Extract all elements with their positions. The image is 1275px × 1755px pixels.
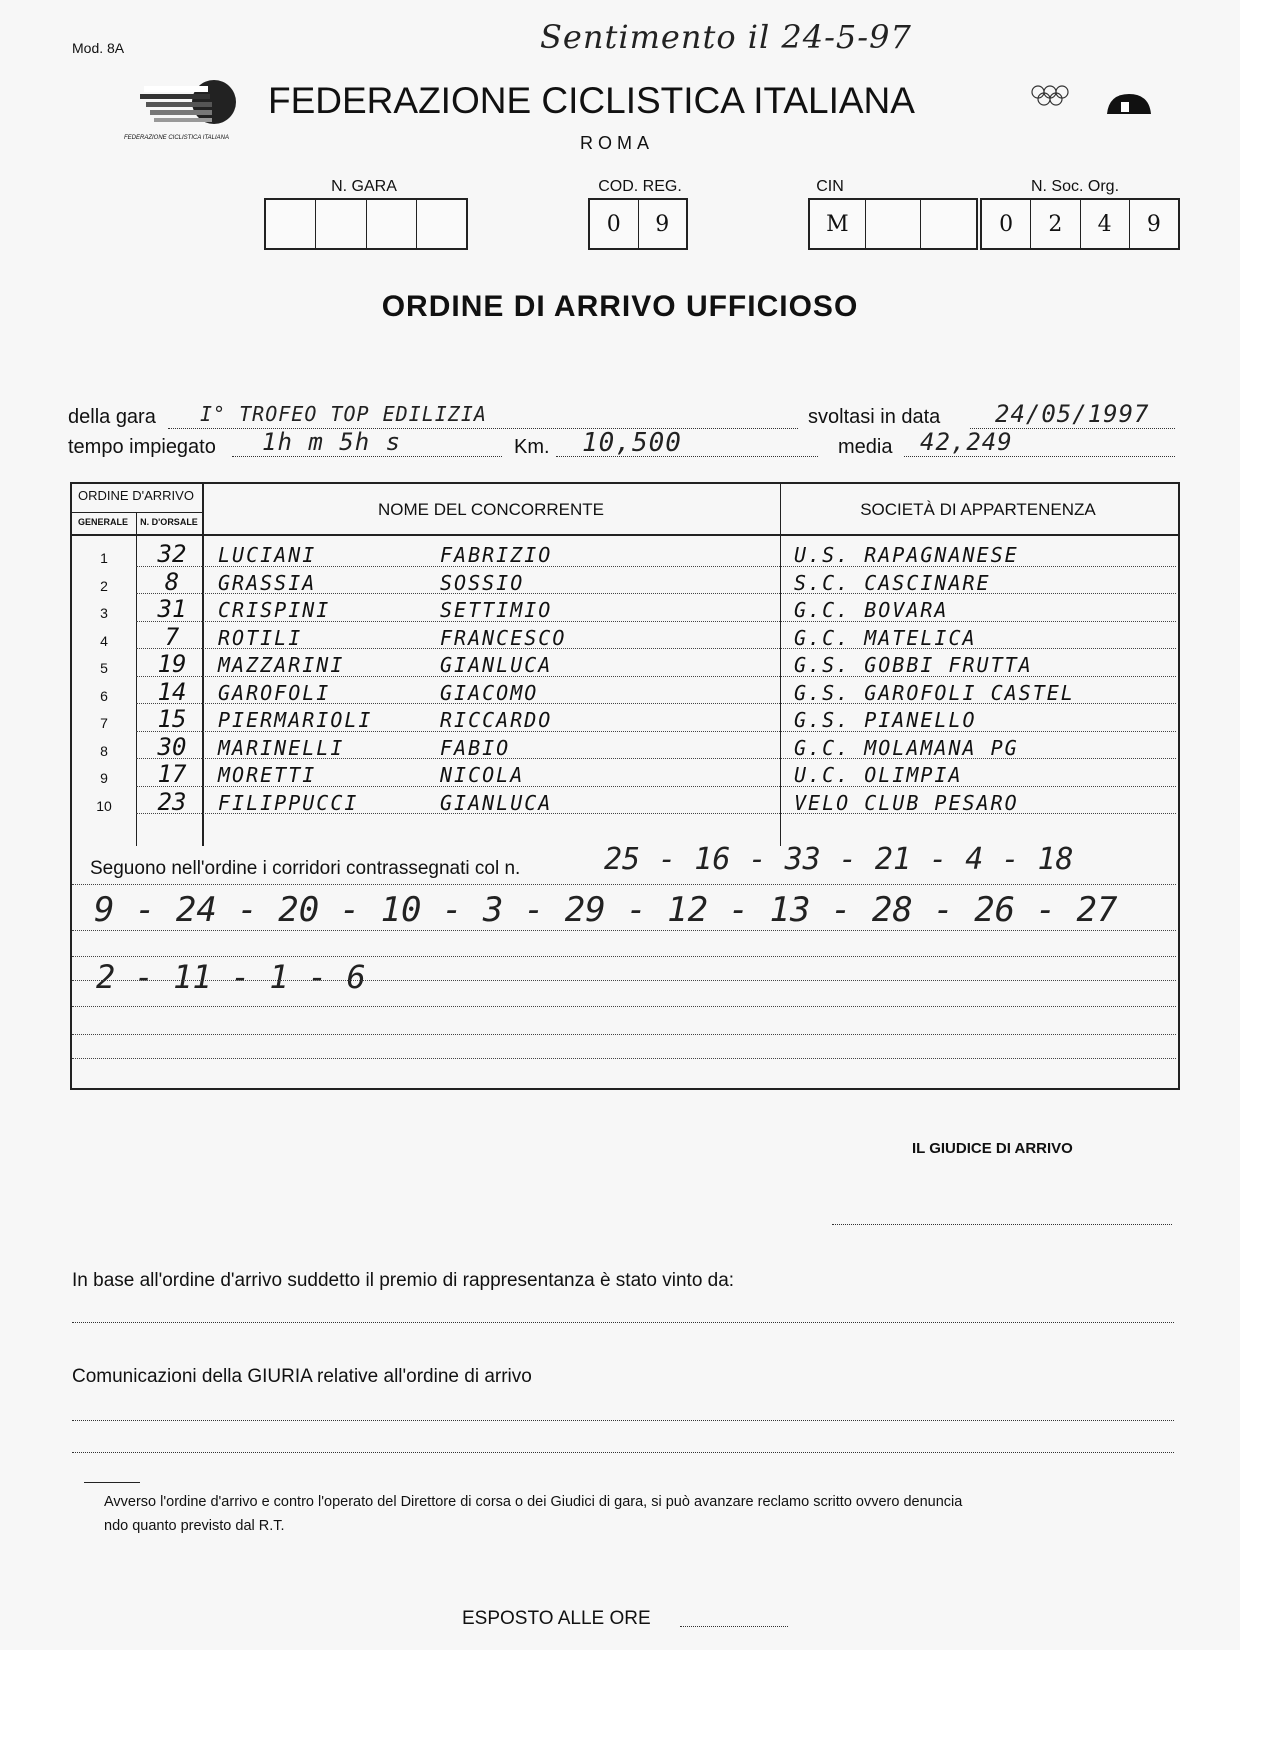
following-line3: 2 - 11 - 1 - 6: [96, 958, 366, 996]
follow-line: [72, 1006, 1176, 1007]
cin-value: M: [810, 200, 866, 248]
following-line2: 9 - 24 - 20 - 10 - 3 - 29 - 12 - 13 - 28 - 26 - 27: [94, 890, 1118, 930]
row-firstname: NICOLA: [440, 763, 525, 787]
subheader-line: [70, 512, 202, 513]
km-value: 10,500: [582, 428, 682, 458]
row-team: U.S. RAPAGNANESE: [794, 543, 1019, 567]
follow-line: [72, 956, 1176, 957]
row-bib: 7: [164, 622, 180, 651]
socorg-label: N. Soc. Org.: [1030, 178, 1120, 195]
row-position: 5: [100, 660, 108, 676]
header-separator: [70, 534, 1178, 536]
col-divider: [136, 512, 137, 846]
socorg-digit: 9: [1146, 211, 1161, 237]
esposto-line: [680, 1626, 788, 1627]
logo-caption: FEDERAZIONE CICLISTICA ITALIANA: [124, 135, 230, 141]
row-team: G.S. GOBBI FRUTTA: [794, 653, 1033, 677]
header-societa: SOCIETÀ DI APPARTENENZA: [860, 500, 1096, 519]
giuria-line: [72, 1452, 1174, 1453]
row-firstname: GIANLUCA: [440, 653, 553, 677]
coni-logo-icon: [1105, 90, 1155, 120]
codreg-digit: 0: [590, 200, 639, 248]
row-team: G.C. MOLAMANA PG: [794, 735, 1019, 760]
row-position: 10: [96, 797, 112, 814]
row-team: S.C. CASCINARE: [794, 570, 991, 595]
follow-line: [72, 1058, 1176, 1059]
row-position: 2: [100, 577, 108, 594]
row-surname: GRASSIA: [218, 570, 317, 595]
row-team: G.C. BOVARA: [794, 598, 949, 622]
esposto-label: ESPOSTO ALLE ORE: [462, 1608, 651, 1629]
data-label: svoltasi in data: [808, 406, 941, 428]
gara-label: N. GARA: [331, 178, 397, 195]
row-firstname: FABIO: [440, 735, 511, 760]
doc-title: ORDINE DI ARRIVO UFFICIOSO: [381, 290, 859, 323]
row-bib: 32: [157, 540, 187, 568]
row-surname: ROTILI: [218, 625, 303, 650]
row-firstname: FRANCESCO: [440, 625, 567, 650]
media-line: [904, 456, 1175, 457]
row-firstname: RICCARDO: [440, 708, 553, 732]
row-team: VELO CLUB PESARO: [794, 790, 1019, 815]
codreg-digit: 9: [655, 211, 670, 237]
cin-label: CIN: [816, 178, 844, 195]
row-surname: MARINELLI: [218, 735, 345, 760]
gara-value: I° TROFEO TOP EDILIZIA: [200, 402, 487, 426]
handwritten-note: Sentimento il 24-5-97: [540, 18, 912, 56]
row-surname: FILIPPUCCI: [218, 790, 359, 815]
row-bib: 14: [157, 677, 187, 706]
row-position: 9: [100, 770, 108, 786]
header-dorsale: N. D'ORSALE: [140, 517, 198, 527]
form-code: Mod. 8A: [72, 40, 125, 56]
row-bib: 15: [157, 705, 187, 733]
header-nome: NOME DEL CONCORRENTE: [377, 500, 605, 519]
org-title: FEDERAZIONE CICLISTICA ITALIANA: [268, 80, 915, 121]
cin-box: [808, 198, 978, 250]
row-position: 3: [100, 605, 108, 621]
row-surname: LUCIANI: [218, 543, 317, 567]
socorg-digit: 2: [1031, 200, 1080, 248]
row-bib: 19: [157, 650, 187, 678]
premio-label: In base all'ordine d'arrivo suddetto il premio di rappresentanza è stato vinto da:: [72, 1270, 735, 1291]
gara-number-box: [264, 198, 468, 250]
header-ordine: ORDINE D'ARRIVO: [78, 488, 194, 503]
premio-line: [72, 1322, 1174, 1323]
col-divider: [780, 484, 781, 846]
header-generale: GENERALE: [77, 517, 128, 527]
col-divider: [202, 484, 204, 846]
follow-line: [72, 980, 1176, 981]
gara-label: della gara: [68, 406, 156, 428]
media-label: media: [838, 436, 893, 458]
follow-line: [72, 1034, 1176, 1035]
row-firstname: FABRIZIO: [440, 543, 553, 567]
follow-line: [72, 930, 1176, 931]
follow-line: [72, 884, 1176, 885]
socorg-digit: 4: [1081, 200, 1130, 248]
following-line1: 25 - 16 - 33 - 21 - 4 - 18: [604, 842, 1074, 877]
codreg-box: [588, 198, 688, 250]
tempo-line: [232, 456, 502, 457]
row-team: G.S. GAROFOLI CASTEL: [794, 680, 1075, 705]
fci-logo: [140, 74, 240, 130]
row-bib: 23: [157, 787, 187, 816]
row-team: G.C. MATELICA: [794, 625, 977, 650]
codreg-label: COD. REG.: [598, 178, 682, 195]
giuria-label: Comunicazioni della GIURIA relative all'ordine di arrivo: [72, 1366, 532, 1387]
row-surname: CRISPINI: [218, 598, 331, 622]
km-label: Km.: [514, 436, 550, 458]
row-bib: 30: [157, 732, 187, 761]
socorg-box: [980, 198, 1180, 250]
footnote-line2: ndo quanto previsto dal R.T.: [104, 1518, 285, 1534]
row-position: 6: [100, 687, 108, 704]
row-position: 1: [100, 550, 108, 566]
row-firstname: GIACOMO: [440, 680, 539, 705]
olympic-rings-icon: [1030, 82, 1070, 122]
data-value: 24/05/1997: [995, 400, 1150, 428]
row-surname: MORETTI: [218, 763, 317, 787]
row-surname: MAZZARINI: [218, 653, 345, 677]
row-bib: 8: [164, 567, 180, 596]
row-firstname: SOSSIO: [440, 570, 525, 595]
row-team: U.C. OLIMPIA: [794, 763, 963, 787]
row-bib: 17: [157, 760, 187, 788]
row-position: 7: [100, 715, 108, 731]
row-firstname: SETTIMIO: [440, 598, 553, 622]
row-firstname: GIANLUCA: [440, 790, 553, 815]
row-team: G.S. PIANELLO: [794, 708, 977, 732]
socorg-digit: 0: [982, 200, 1031, 248]
footnote-rule: [84, 1482, 140, 1483]
media-value: 42,249: [920, 428, 1013, 456]
following-label: Seguono nell'ordine i corridori contrassegnati col n.: [90, 858, 521, 879]
row-bib: 31: [157, 595, 187, 623]
tempo-label: tempo impiegato: [68, 436, 216, 458]
row-position: 4: [100, 632, 108, 649]
giuria-line: [72, 1420, 1174, 1421]
row-surname: PIERMARIOLI: [218, 708, 373, 732]
row-position: 8: [100, 742, 108, 759]
org-city: ROMA: [580, 133, 654, 153]
footnote-line1: Avverso l'ordine d'arrivo e contro l'operato del Direttore di corsa o dei Giudici di gara, si può avanzare reclamo scritto ovvero denuncia: [104, 1494, 963, 1510]
row-surname: GAROFOLI: [218, 680, 331, 705]
tempo-value: 1h m 5h s: [262, 428, 402, 456]
judge-label: IL GIUDICE DI ARRIVO: [912, 1140, 1073, 1157]
judge-signature-line: [832, 1224, 1172, 1225]
